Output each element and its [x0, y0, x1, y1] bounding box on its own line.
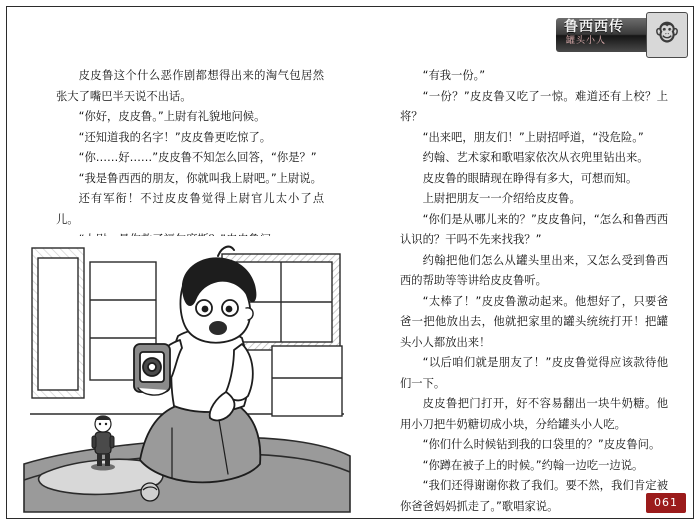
paragraph: “以后咱们就是朋友了！”皮皮鲁觉得应该款待他们一下。 — [400, 356, 668, 390]
paragraph: “你们什么时候钻到我的口袋里的？”皮皮鲁问。 — [422, 438, 661, 451]
left-text-column — [56, 66, 324, 251]
lion-glyph: 🐵 — [654, 22, 680, 47]
paragraph: “我是鲁西西的朋友，你就叫我上尉吧。”上尉说。 — [78, 171, 322, 185]
series-subtitle: 罐头小人 — [566, 36, 607, 46]
paragraph: “出来吧，朋友们！”上尉招呼道，“没危险。” — [422, 130, 644, 144]
paragraph: 上尉把朋友一一介绍给皮皮鲁。 — [422, 192, 581, 205]
paragraph: “你蹲在被子上的时候。”约翰一边吃一边说。 — [422, 458, 644, 472]
page-number: 061 — [654, 496, 678, 509]
paragraph: “还知道我的名字！”皮皮鲁更吃惊了。 — [78, 130, 272, 144]
paragraph: “我们还得谢谢你救了我们。要不然，我们肯定被你爸爸妈妈抓走了。”歌唱家说。 — [400, 479, 668, 513]
page-number-badge — [646, 493, 686, 513]
paragraph: 还有军衔！不过皮皮鲁觉得上尉官儿太小了点儿。 — [56, 192, 324, 226]
series-title: 鲁西西传 — [564, 19, 624, 35]
series-logo — [556, 12, 686, 56]
paragraph: “有我一份。” — [422, 69, 486, 82]
paragraph: “你……好……”皮皮鲁不知怎么回答，“你是？” — [78, 151, 317, 164]
paragraph: 约翰把他们怎么从罐头里出来，又怎么受到鲁西西的帮助等等讲给皮皮鲁听。 — [400, 253, 668, 287]
paragraph: “太棒了！”皮皮鲁激动起来。他想好了，只要爸爸一把他放出去，他就把家里的罐头统统打开！把罐头小人都放出来！ — [400, 294, 668, 349]
right-text-column — [400, 66, 668, 517]
paragraph: “一份？”皮皮鲁又吃了一惊。难道还有上校？上将？ — [400, 89, 668, 123]
paragraph: “你们是从哪儿来的？”皮皮鲁问，“怎么和鲁西西认识的？干吗不先来找我？” — [400, 212, 668, 246]
boy-with-camera-and-tiny-man-illustration — [22, 228, 352, 514]
paragraph: 皮皮鲁把门打开，好不容易翻出一块牛奶糖。他用小刀把牛奶糖切成小块，分给罐头小人吃。 — [400, 397, 668, 431]
paragraph: 约翰、艺术家和歌唱家依次从衣兜里钻出来。 — [422, 151, 649, 164]
paragraph: 皮皮鲁这个什么恶作剧都想得出来的淘气包居然张大了嘴巴半天说不出话。 — [56, 69, 324, 103]
paragraph: “你好，皮皮鲁。”上尉有礼貌地问候。 — [78, 110, 266, 123]
lion-head-icon — [646, 12, 688, 58]
paragraph: 皮皮鲁的眼睛现在睁得有多大，可想而知。 — [422, 171, 638, 185]
